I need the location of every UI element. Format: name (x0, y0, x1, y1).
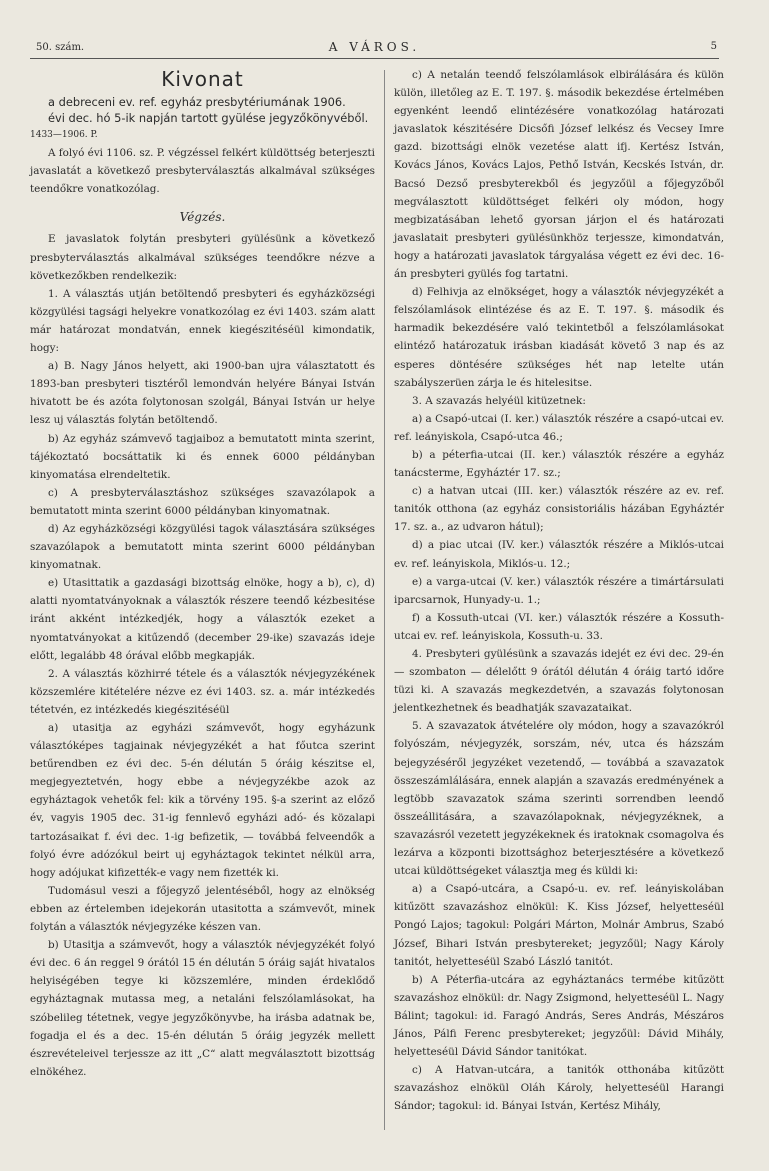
paragraph: f) a Kossuth-utcai (VI. ker.) választók részére a Kossuth-utcai ev. ref. leányiskola, Kossuth-u. 33. (394, 611, 724, 642)
paragraph: 5. A szavazatok átvételére oly módon, hogy a szavazókról folyószám, névjegyzék, sorszám, név, utca és házszám bejegyzéséről jegyzéket vezetendő, — továbbá a szavazatok összeszámlálására, ennek alapján a szavazás eredményének a legtöbb szavazatok száma szerinti sorrendben leendő összeállitására, a szavazólapoknak, névjegyzéknek, a szavazásról vezetett jegyzékeknek és iratoknak csomagolva és lezárva a központi bizottsághoz beterjesztésére a következő utcai küldöttségeket választja meg és küldi ki: (394, 720, 724, 878)
paragraph: b) Utasitja a számvevőt, hogy a választók névjegyzékét folyó évi dec. 6 án reggel 9 órától 15 én délután 5 óráig saját hivatalos helyiségében tegye ki közszemlére, minden érdeklődő egyháztagnak mutassa meg, a netaláni felszólamlásokat, ha szóbelileg tétetnek, vegye jegyzőkönyvbe, ha irásba adatnak be, fogadja el és a dec. 15-én délután 5 óráig jegyzék mellett észrevételeivel terjessze az itt „C“ alatt megválasztott bizottság elnökéhez. (30, 939, 375, 1078)
decision-heading: Végzés. (179, 210, 226, 225)
column-separator (384, 70, 385, 1130)
paragraph: c) A presbyterválasztáshoz szükséges szavazólapok a bemutatott minta szerint 6000 példányban kinyomatnak. (30, 486, 375, 517)
page-number: 5 (710, 41, 717, 52)
left-column (30, 66, 375, 1081)
paragraph: c) A Hatvan-utcára, a tanitók otthonába kitűzött szavazáshoz elnökül Oláh Károly, helyetteséül Harangi Sándor; tagokul: id. Bányai István, Kertész Mihály, (394, 1064, 724, 1113)
paragraph: a) a Csapó-utcai (I. ker.) választók részére a csapó-utcai ev. ref. leányiskola, Csapó-utca 46.; (394, 412, 724, 443)
page-header (30, 40, 719, 59)
right-column (394, 66, 724, 1115)
paragraph: d) Felhivja az elnökséget, hogy a választók névjegyzékét a felszólamlások elintézése és az E. T. 197. §. második és harmadik bekezdésére való tekintetből a felszólamlásokat elintéző határozatuk irásban kiadását követő 3 nap és az esperes döntésére szükséges hét nap letelte után szabályszerüen zárja le és hitelesitse. (394, 286, 724, 389)
paragraph: e) a varga-utcai (V. ker.) választók részére a timártársulati iparcsarnok, Hunyady-u. 1.; (394, 575, 724, 606)
paragraph: d) Az egyházközségi közgyülési tagok választására szükséges szavazólapok a bemutatott minta szerint 6000 példányban kinyomatnak. (30, 522, 375, 572)
paragraph: b) a péterfia-utcai (II. ker.) választók részére a egyház tanácsterme, Egyháztér 17. sz.; (394, 448, 724, 480)
reference-number: 1433—1906. P. (30, 130, 98, 140)
paragraph: c) A netalán teendő felszólamlások elbirálására és külön külön, illetőleg az E. T. 197. §. második bekezdése értelmében egyenként leendő elintézésére vonatkozólag határozati javaslatok készitésére Dicsőfi József lelkész és Vecsey Imre gazd. bizottsági elnök vezetése alatt ifj. Kertész István, Kovács János, Kovács Lajos, Pethő István, Kecskés István, dr. Bacsó Dezső presbyterekből és jegyzőül a főjegyzőből megválasztott küldöttséget felkéri oly módon, hogy megbizatásában lehető gyorsan járjon el és határozati javaslatait presbyteri gyülésünkhöz terjessze, kimondatván, hogy a határozati javaslatok tárgyalása végett ez évi dec. 16-án presbyteri gyülés fog tartatni. (394, 69, 724, 281)
article-title: Kivonat (161, 67, 244, 91)
paragraph: e) Utasittatik a gazdasági bizottság elnöke, hogy a b), c), d) alatti nyomtatványoknak a választók részere teendő kézbesitése iránt akként intézkedjék, hogy a választók ezeket a nyomtatványokat a kitűzendő (december 29-ike) szavazás ideje előtt, legalább 48 órával előbb megkapják. (30, 577, 375, 662)
paragraph: b) Az egyház számvevő tagjaiboz a bemutatott minta szerint, tájékoztató bocsáttatik ki és ennek 6000 példányban kinyomatása elrendeltetik. (30, 432, 375, 481)
paragraph: A folyó évi 1106. sz. P. végzéssel felkért küldöttség beterjeszti javaslatát a következő presbyterválasztás alkalmával szükséges teendőkre vonatkozólag. (30, 147, 375, 196)
paragraph: 1. A választás utján betöltendő presbyteri és egyházközségi közgyülési tagsági helyekre vonatkozólag ez évi 1403. szám alatt már határozat mondatván, ennek kiegészitéséül kimondatik, hogy: (30, 287, 375, 355)
article-subtitle-2: évi dec. hó 5-ik napján tartott gyülése jegyzőkönyvéből. (48, 111, 369, 125)
newspaper-title: A VÁROS. (328, 40, 421, 54)
paragraph: a) B. Nagy János helyett, aki 1900-ban ujra választatott és 1893-ban presbyteri tisztéről lemondván helyére Bányai István hivatott be és azóta folytonosan szolgál, Bányai István ur helye lesz uj választás folytán betöltendő. (30, 360, 375, 427)
paragraph: c) a hatvan utcai (III. ker.) választók részére az ev. ref. tanitók otthona (az egyház consistoriális házában Egyháztér 17. sz. a., az udvaron hátul); (394, 485, 724, 534)
paragraph: b) A Péterfia-utcára az egyháztanács termébe kitűzött szavazáshoz elnökül: dr. Nagy Zsigmond, helyetteséül L. Nagy Bálint; tagokul: id. Faragó András, Seres András, Mészáros János, Pálfi Ferenc presbytereket; jegyzőül: Dávid Mihály, helyetteséül Dávid Sándor tanitókat. (394, 973, 724, 1059)
paragraph: E javaslatok folytán presbyteri gyülésünk a következő presbyterválasztás alkalmával szükséges teendőkre nézve a következőkben rendelkezik: (30, 233, 375, 282)
paragraph: 4. Presbyteri gyülésünk a szavazás idejét ez évi dec. 29-én — szombaton — délelőtt 9 órától délután 4 óráig tartó időre tüzi ki. A szavazás megkezdetvén, a szavazás folytonosan jelentkezhetnek és beadhatják szavazataikat. (394, 648, 724, 715)
paragraph: 2. A választás közhirré tétele és a választók névjegyzékének közszemlére kitételére nézve ez évi 1403. sz. a. már intézkedés tétetvén, ez intézkedés kiegészitéséül (30, 667, 375, 716)
paragraph: 3. A szavazás helyéül kitüzetnek: (412, 394, 586, 407)
article-subtitle-1: a debreceni ev. ref. egyház presbytériumának 1906. (48, 95, 346, 109)
paragraph: a) utasitja az egyházi számvevőt, hogy egyházunk választóképes tagjainak névjegyzékét a hat főutca szerint betűrendben ez évi dec. 5-én délután 5 óráig készitse el, megjegyeztetvén, hogy ebbe a névjegyzékbe azok az egyháztagok vehetők fel: kik a törvény 195. §-a szerint az előző év, vagyis 1905 dec. 31-ig fennlevő egyházi adó- és közalapi tartozásaikat f. évi dec. 1-ig befizetik, — továbbá felveendők a folyó évre adózókul beirt uj egyháztagok tekintet nélkül arra, hogy adójukat kifizették-e vagy nem fizették ki. (30, 722, 375, 879)
paragraph: a) a Csapó-utcára, a Csapó-u. ev. ref. leányiskolában kitűzött szavazáshoz elnökül: K. Kiss József, helyetteséül Pongó Lajos; tagokul: Polgári Márton, Molnár Ambrus, Szabó József, Bihari István presbytereket; jegyzőül; Nagy Károly tanitót, helyetteséül Szabó László tanitót. (394, 883, 724, 968)
paragraph: d) a piac utcai (IV. ker.) választók részére a Miklós-utcai ev. ref. leányiskola, Miklós-u. 12.; (394, 539, 724, 570)
issue-number: 50. szám. (36, 42, 85, 53)
paragraph: Tudomásul veszi a főjegyző jelentéséből, hogy az elnökség ebben az értelemben idejekorán utasitotta a számvevőt, minek folytán a választók névjegyzéke készen van. (30, 884, 375, 934)
